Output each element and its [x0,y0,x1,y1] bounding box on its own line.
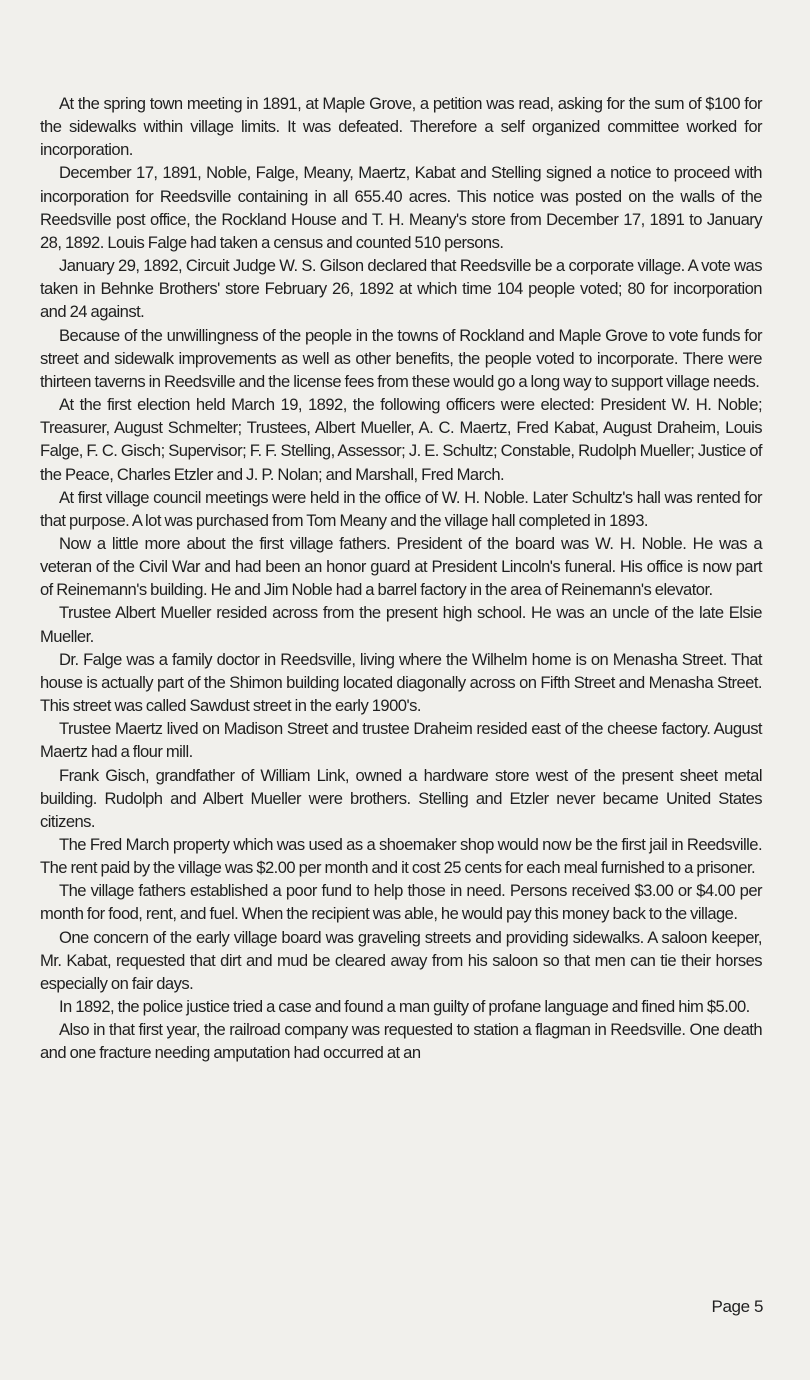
paragraph-dr-falge: Dr. Falge was a family doctor in Reedsville, living where the Wilhelm home is on Menasha Street. That house is actually part of the Shimon building located diagonally across on Fifth Street and Menasha Street. This street was called Sawdust street in the early 1900's. [40,649,762,716]
paragraph-corporate-village-vote: January 29, 1892, Circuit Judge W. S. Gilson declared that Reedsville be a corporate village. A vote was taken in Behnke Brothers' store February 26, 1892 at which time 104 people voted; 80 for incorporation and 24 against. [40,256,762,322]
paragraph-president-noble: Now a little more about the first village fathers. President of the board was W. H. Noble. He was a veteran of the Civil War and had been an honor guard at President Lincoln's funeral. His office is now part of Reinemann's building. He and Jim Noble had a barrel factory in the area of Reinemann's elevator. [40,533,762,600]
paragraph-first-election: At the first election held March 19, 1892, the following officers were elected: President W. H. Noble; Treasurer, August Schmelter; Trustees, Albert Mueller, A. C. Maertz, Fred Kabat, August Draheim, Louis Falge, F. C. Gisch; Supervisor; F. F. Stelling, Assessor; J. E. Schultz; Constable, Rudolph Mueller; Justice of the Peace, Charles Etzler and J. P. Nolan; and Marshall, Fred March. [40,395,762,484]
paragraph-police-justice: In 1892, the police justice tried a case and found a man guilty of profane language and fined him $5.00. [59,997,750,1017]
paragraph-reasons-to-incorporate: Because of the unwillingness of the people in the towns of Rockland and Maple Grove to vote funds for street and sidewalk improvements as well as other benefits, the people voted to incorporate. There were thirteen taverns in Reedsville and the license fees from these would go a long way to support village needs. [40,325,762,391]
paragraph-incorporation-notice: December 17, 1891, Noble, Falge, Meany, Maertz, Kabat and Stelling signed a notice to proceed with incorporation for Reedsville containing in all 655.40 acres. This notice was posted on the walls of the Reedsville post office, the Rockland House and T. H. Meany's store from December 17, 1891 to January 28, 1892. Louis Falge had taken a census and counted 510 persons. [40,163,762,252]
paragraph-trustee-mueller: Trustee Albert Mueller resided across from the present high school. He was an uncle of the late Elsie Mueller. [40,603,762,646]
paragraph-railroad-flagman: Also in that first year, the railroad company was requested to station a flagman in Reedsville. One death and one fracture needing amputation had occurred at an [40,1020,762,1063]
paragraph-poor-fund: The village fathers established a poor fund to help those in need. Persons received $3.00 or $4.00 per month for food, rent, and fuel. When the recipient was able, he would pay this money back to the village. [40,881,762,924]
document-body [40,92,762,1065]
paragraph-graveling-streets: One concern of the early village board was graveling streets and providing sidewalks. A saloon keeper, Mr. Kabat, requested that dirt and mud be cleared away from his saloon so that men can tie their horses especially on fair days. [40,927,762,993]
page-number: Page 5 [711,1297,763,1316]
paragraph-first-jail: The Fred March property which was used as a shoemaker shop would now be the first jail in Reedsville. The rent paid by the village was $2.00 per month and it cost 25 cents for each meal furnished to a prisoner. [40,835,762,878]
paragraph-frank-gisch: Frank Gisch, grandfather of William Link, owned a hardware store west of the present sheet metal building. Rudolph and Albert Mueller were brothers. Stelling and Etzler never became United States citizens. [40,765,762,831]
paragraph-council-meetings: At first village council meetings were held in the office of W. H. Noble. Later Schultz's hall was rented for that purpose. A lot was purchased from Tom Meany and the village hall completed in 1893. [40,487,762,530]
paragraph-trustee-maertz: Trustee Maertz lived on Madison Street and trustee Draheim resided east of the cheese factory. August Maertz had a flour mill. [40,719,762,762]
paragraph-spring-town-meeting: At the spring town meeting in 1891, at Maple Grove, a petition was read, asking for the sum of $100 for the sidewalks within village limits. It was defeated. Therefore a self organized committee worked for incorporation. [40,94,762,160]
